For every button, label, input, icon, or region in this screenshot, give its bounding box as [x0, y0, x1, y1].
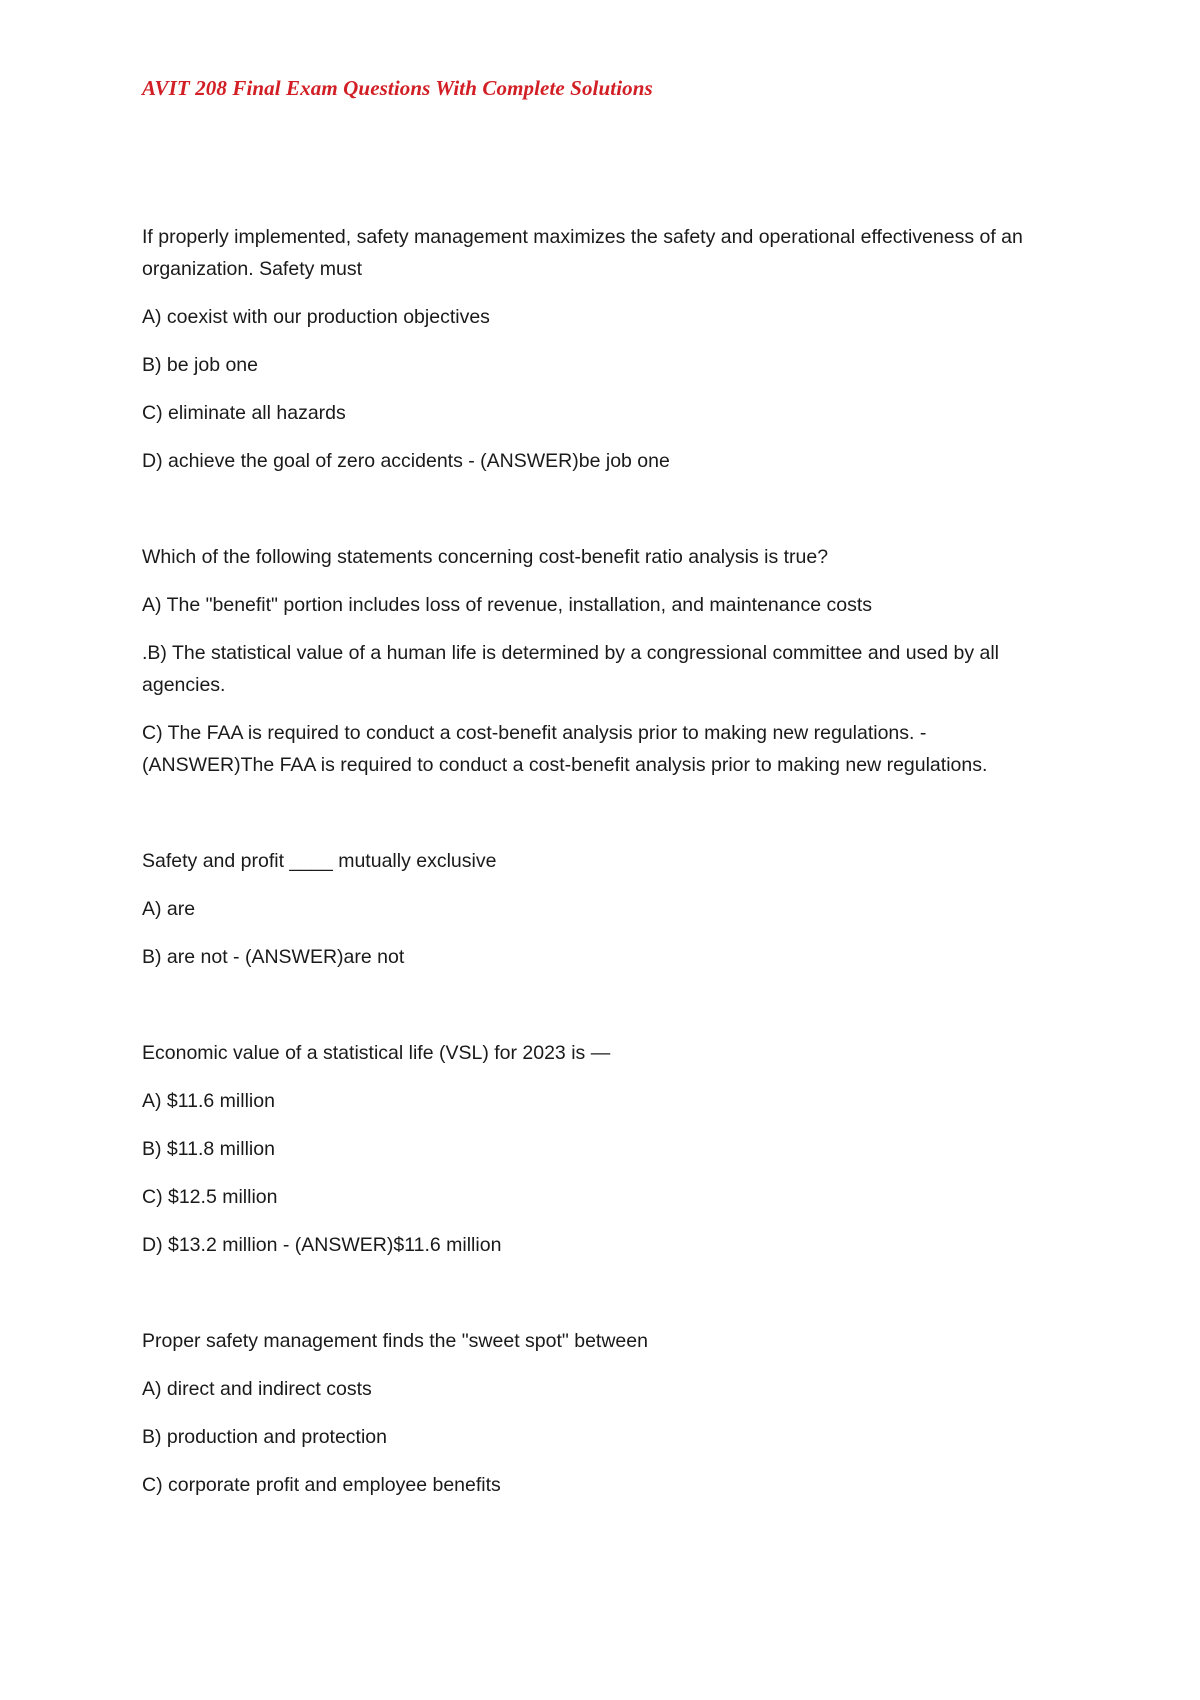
- question-text: Which of the following statements concerning cost-benefit ratio analysis is true?: [142, 546, 829, 568]
- answer-option: D) $13.2 million - (ANSWER)$11.6 million: [142, 1234, 502, 1256]
- answer-option: C) eliminate all hazards: [142, 402, 346, 424]
- answer-option: C) $12.5 million: [142, 1186, 278, 1208]
- answer-option: .B) The statistical value of a human life is determined by a congressional committee and used by all agencies.: [142, 642, 1000, 696]
- question-5: [142, 1325, 1062, 1501]
- answer-option: A) coexist with our production objectives: [142, 306, 490, 328]
- question-text: If properly implemented, safety management maximizes the safety and operational effectiveness of an organization. Safety must: [142, 226, 1023, 280]
- question-text: Safety and profit ____ mutually exclusive: [142, 850, 497, 872]
- answer-option: C) corporate profit and employee benefits: [142, 1474, 501, 1496]
- answer-option: C) The FAA is required to conduct a cost-benefit analysis prior to making new regulations. - (ANSWER)The FAA is required to conduct a cost-benefit analysis prior to making new regulations.: [142, 722, 988, 776]
- question-3: [142, 845, 1062, 973]
- question-1: [142, 221, 1062, 477]
- question-2: [142, 541, 1062, 781]
- answer-option: B) are not - (ANSWER)are not: [142, 946, 405, 968]
- answer-option: B) $11.8 million: [142, 1138, 275, 1160]
- question-text: Economic value of a statistical life (VSL) for 2023 is —: [142, 1042, 611, 1064]
- answer-option: B) be job one: [142, 354, 259, 376]
- answer-option: A) The "benefit" portion includes loss of revenue, installation, and maintenance costs: [142, 594, 872, 616]
- answer-option: A) direct and indirect costs: [142, 1378, 372, 1400]
- question-list: [142, 221, 1062, 1565]
- answer-option: A) $11.6 million: [142, 1090, 275, 1112]
- question-text: Proper safety management finds the "sweet spot" between: [142, 1330, 648, 1352]
- answer-option: A) are: [142, 898, 196, 920]
- answer-option: D) achieve the goal of zero accidents - (ANSWER)be job one: [142, 450, 670, 472]
- document-title: AVIT 208 Final Exam Questions With Complete Solutions: [142, 76, 653, 100]
- answer-option: B) production and protection: [142, 1426, 387, 1448]
- question-4: [142, 1037, 1062, 1261]
